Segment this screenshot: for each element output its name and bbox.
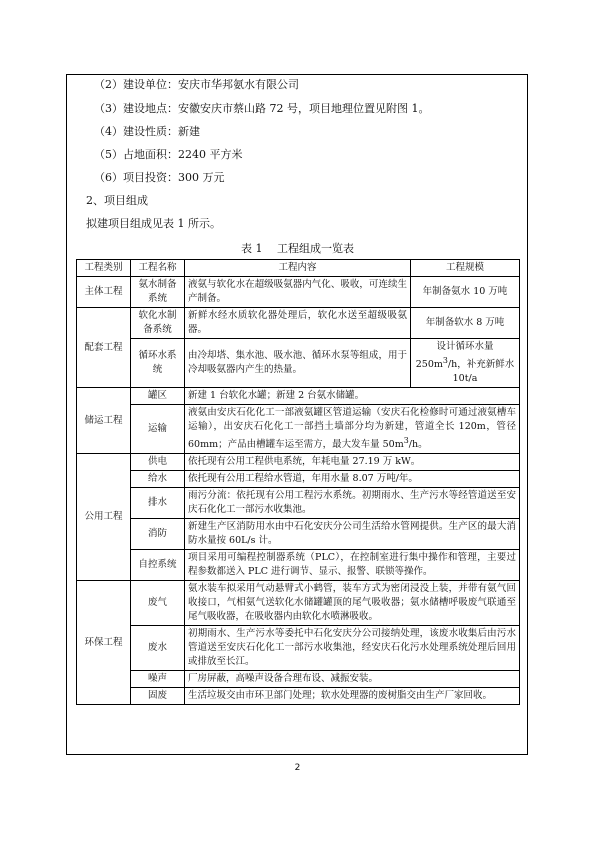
- page-frame-right: [527, 74, 528, 755]
- table-caption: 表 1 工程组成一览表: [241, 242, 354, 255]
- superscript: 3: [442, 356, 448, 365]
- table-header-row: [77, 260, 520, 277]
- row-content: 新建 1 台软化水罐；新建 2 台氨水储罐。: [185, 388, 520, 405]
- table-row: [77, 688, 520, 705]
- row-content: 生活垃圾交由市环卫部门处理；软水处理器的废树脂交由生产厂家回收。: [185, 688, 520, 705]
- construction-nature-line: （4）建设性质：新建: [94, 125, 200, 138]
- row-name: 循环水系统: [131, 339, 185, 388]
- row-content: 依托现有公用工程给水管道，年用水量 8.07 万吨/年。: [185, 471, 520, 488]
- row-content: [185, 405, 520, 454]
- table-row: [77, 626, 520, 671]
- table-row: [77, 454, 520, 471]
- content-part: /h。: [408, 439, 428, 451]
- row-content: 氨水装车拟采用气动悬臂式小鹤管，装车方式为密闭浸没上装，并带有氨气回收接口，气相氨气送软化水储罐罐顶的尾气吸收器；氨水储槽呼吸废气联通至尾气吸收器，在吸收器内由软化水喷淋吸收。: [185, 581, 520, 626]
- page-number: 2: [294, 763, 301, 773]
- row-content: 厂房屏蔽，高噪声设备合理布设、减振安装。: [185, 671, 520, 688]
- superscript: 3: [403, 436, 409, 446]
- section-heading-composition: 2、项目组成: [86, 194, 148, 207]
- group-support: 配套工程: [77, 308, 131, 388]
- row-content: 由冷却塔、集水池、吸水池、循环水泵等组成，用于冷却吸氨器内产生的热量。: [185, 339, 411, 388]
- row-name: 排水: [131, 488, 185, 519]
- row-content: 新建生产区消防用水由中石化安庆分公司生活给水管网提供。生产区的最大消防水量按 60L/s 计。: [185, 519, 520, 550]
- row-content: 雨污分流：依托现有公用工程污水系统。初期雨水、生产污水等经管道送至安庆石化化工一部污水收集池。: [185, 488, 520, 519]
- page-frame-top: [66, 74, 528, 75]
- content-part: 液氨由安庆石化化工一部液氨罐区管道运输（安庆石化检修时可通过液氨槽车运输），出安庆石化化工一部挡土墙部分均为新建，管道全长 120m，管径 60mm；产品由槽罐车运至需方，最大发车量 50m: [188, 407, 516, 451]
- row-scale: [411, 339, 520, 388]
- table-row: [77, 388, 520, 405]
- project-composition-table: [76, 259, 520, 705]
- scale-part: 设计循环水量 250m: [415, 341, 494, 371]
- table-row: [77, 308, 520, 339]
- header-content: 工程内容: [185, 260, 411, 277]
- construction-unit-line: （2）建设单位：安庆市华邦氨水有限公司: [94, 78, 299, 91]
- group-env: 环保工程: [77, 581, 131, 705]
- composition-intro-line: 拟建项目组成见表 1 所示。: [86, 217, 221, 230]
- row-name: 供电: [131, 454, 185, 471]
- row-scale: 年制备氨水 10 万吨: [411, 277, 520, 308]
- table-row: [77, 277, 520, 308]
- group-main: 主体工程: [77, 277, 131, 308]
- row-name: 废气: [131, 581, 185, 626]
- row-content: 依托现有公用工程供电系统，年耗电量 27.19 万 kW。: [185, 454, 520, 471]
- row-name: 噪声: [131, 671, 185, 688]
- row-name: 罐区: [131, 388, 185, 405]
- row-name: 消防: [131, 519, 185, 550]
- table-row: [77, 339, 520, 388]
- header-name: 工程名称: [131, 260, 185, 277]
- table-row: [77, 471, 520, 488]
- row-scale: 年制备软水 8 万吨: [411, 308, 520, 339]
- group-storage: 储运工程: [77, 388, 131, 454]
- header-category: 工程类别: [77, 260, 131, 277]
- row-content: 液氨与软化水在超级吸氨器内气化、吸收，可连续生产制备。: [185, 277, 411, 308]
- row-content: 项目采用可编程控制器系统（PLC），在控制室进行集中操作和管理，主要过程参数都送入 PLC 进行调节、显示、报警、联锁等操作。: [185, 550, 520, 581]
- row-name: 给水: [131, 471, 185, 488]
- table-row: [77, 405, 520, 454]
- row-content: 初期雨水、生产污水等委托中石化安庆分公司接纳处理，该废水收集后由污水管道送至安庆石化化工一部污水收集池，经安庆石化污水处理系统处理后回用或排放至长江。: [185, 626, 520, 671]
- row-name: 氨水制备系统: [131, 277, 185, 308]
- table-row: [77, 519, 520, 550]
- page-frame-left: [66, 74, 67, 755]
- row-name: 固废: [131, 688, 185, 705]
- row-name: 软化水制备系统: [131, 308, 185, 339]
- table-row: [77, 581, 520, 626]
- table-row: [77, 550, 520, 581]
- table-row: [77, 488, 520, 519]
- investment-line: （6）项目投资：300 万元: [94, 171, 225, 184]
- row-content: 新鲜水经水质软化器处理后，软化水送至超级吸氨器。: [185, 308, 411, 339]
- row-name: 运输: [131, 405, 185, 454]
- group-public: 公用工程: [77, 454, 131, 581]
- page-frame-bottom: [66, 754, 528, 755]
- row-name: 自控系统: [131, 550, 185, 581]
- construction-location-line: （3）建设地点：安徽安庆市蔡山路 72 号，项目地理位置见附图 1。: [94, 102, 430, 115]
- land-area-line: （5）占地面积：2240 平方米: [94, 148, 243, 161]
- table-row: [77, 671, 520, 688]
- scale-part: /h，补充新鲜水 10t/a: [447, 359, 515, 385]
- row-name: 废水: [131, 626, 185, 671]
- header-scale: 工程规模: [411, 260, 520, 277]
